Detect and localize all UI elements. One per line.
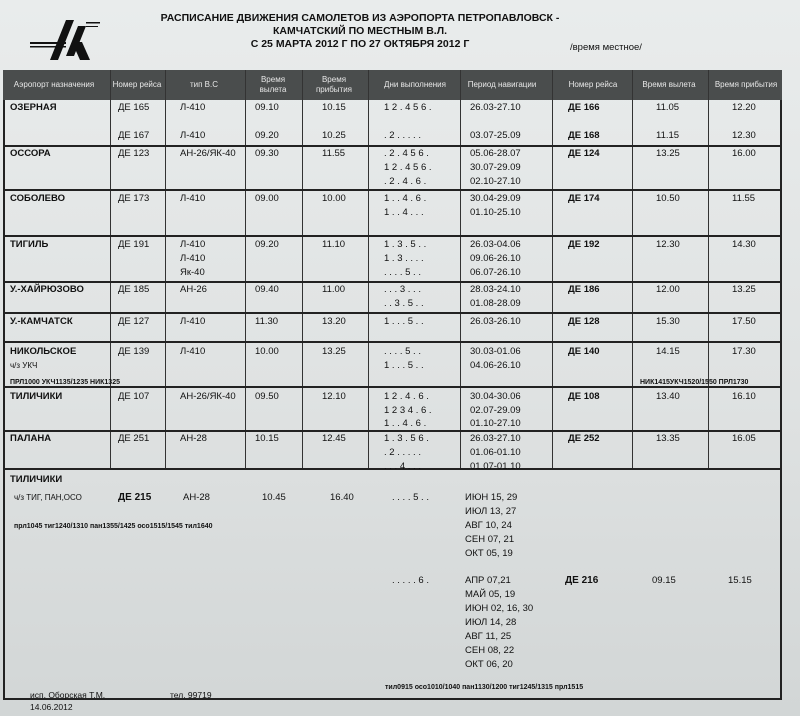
return-arrival-time: 12.30 (732, 130, 756, 141)
return-departure-time: 14.15 (656, 346, 680, 357)
aircraft-type: АН-28 (183, 492, 210, 503)
col-days: Дни выполнения (384, 80, 446, 89)
col-divider (245, 70, 246, 468)
aircraft-type: АН-26/ЯК-40 (180, 148, 236, 159)
aircraft-type: Л-410 (180, 253, 206, 264)
operating-days: 1 . 3 . . . . (384, 253, 424, 264)
departure-time: 09.50 (255, 391, 279, 402)
col-divider (110, 70, 111, 468)
aircraft-type: Як-40 (180, 267, 205, 278)
arrival-time: 10.15 (322, 102, 346, 113)
title-line-2: КАМЧАТСКИЙ ПО МЕСТНЫМ В.Л. (272, 25, 448, 37)
operating-date: ИЮЛ 13, 27 (465, 506, 517, 517)
arrival-time: 11.55 (322, 148, 346, 159)
operating-date: ИЮН 15, 29 (465, 492, 518, 503)
operating-days: 1 . 3 . 5 . . (384, 239, 427, 250)
title-line-3: С 25 МАРТА 2012 Г ПО 27 ОКТЯБРЯ 2012 Г (250, 38, 470, 50)
navigation-period: 26.03-26.10 (470, 316, 521, 327)
col-destination: Аэропорт назначения (13, 80, 95, 89)
return-flight-number: ДЕ 192 (568, 239, 600, 250)
departure-time: 10.45 (262, 492, 286, 503)
aircraft-type: Л-410 (180, 316, 206, 327)
col-divider (165, 70, 166, 468)
navigation-period: 26.03-04.06 (470, 239, 521, 250)
operating-days: 1 2 . 4 . 6 . (384, 391, 429, 402)
arrival-time: 12.45 (322, 433, 346, 444)
destination-name: ОЗЕРНАЯ (10, 102, 57, 113)
operating-days: . . . 3 . . . (384, 284, 421, 295)
return-arrival-time: 16.05 (732, 433, 756, 444)
return-arrival-time: 17.50 (732, 316, 756, 327)
row-divider (5, 312, 782, 314)
return-arrival-time: 15.15 (728, 575, 752, 586)
col-flight: Номер рейса (112, 80, 162, 89)
navigation-period: 05.06-28.07 (470, 148, 521, 159)
operating-days: 1 2 . 4 5 6 . (384, 102, 432, 113)
row-divider (5, 189, 782, 191)
row-divider (5, 281, 782, 283)
operating-date: АВГ 10, 24 (465, 520, 512, 531)
issue-date: 14.06.2012 (30, 702, 73, 712)
navigation-period: 30.04-30.06 (470, 391, 521, 402)
col-divider (460, 70, 461, 468)
operating-days: . 2 . 4 5 6 . (384, 148, 429, 159)
destination-name: СОБОЛЕВО (10, 193, 66, 204)
arrival-time: 12.10 (322, 391, 346, 402)
return-flight-number: ДЕ 186 (568, 284, 600, 295)
airline-logo-icon (28, 12, 108, 68)
destination-name: ТИЛИЧИКИ (10, 474, 63, 485)
operating-days: . . 3 . 5 . . (384, 298, 424, 309)
navigation-period: 01.10-25.10 (470, 207, 521, 218)
aircraft-type: АН-26/ЯК-40 (180, 391, 236, 402)
departure-time: 10.15 (255, 433, 279, 444)
return-date: ОКТ 06, 20 (465, 659, 513, 670)
operating-days: 1 . . . 5 . . (384, 316, 424, 327)
navigation-period: 03.07-25.09 (470, 130, 521, 141)
return-arrival-time: 16.00 (732, 148, 756, 159)
return-arrival-time: 13.25 (732, 284, 756, 295)
arrival-time: 10.00 (322, 193, 346, 204)
navigation-period: 28.03-24.10 (470, 284, 521, 295)
navigation-period: 04.06-26.10 (470, 360, 521, 371)
departure-time: 09.40 (255, 284, 279, 295)
flight-number: ДЕ 167 (118, 130, 150, 141)
return-flight-number: ДЕ 140 (568, 346, 600, 357)
operating-days: 1 . . 4 . 6 . (384, 418, 427, 429)
flight-number: ДЕ 127 (118, 316, 150, 327)
return-departure-time: 11.05 (656, 102, 680, 113)
return-arrival-time: 16.10 (732, 391, 756, 402)
operating-days: 1 . . 4 . . . (384, 207, 424, 218)
return-flight-number: ДЕ 166 (568, 102, 600, 113)
operating-days: 1 . 3 . 5 6 . (384, 433, 429, 444)
arrival-time: 10.25 (322, 130, 346, 141)
aircraft-type: Л-410 (180, 130, 206, 141)
navigation-period: 01.10-27.10 (470, 418, 521, 429)
flight-number: ДЕ 107 (118, 391, 150, 402)
departure-time: 10.00 (255, 346, 279, 357)
title-line-1: РАСПИСАНИЕ ДВИЖЕНИЯ САМОЛЕТОВ ИЗ АЭРОПОРТА ПЕТРОПАВЛОВСК - (160, 12, 560, 24)
departure-time: 09.20 (255, 239, 279, 250)
return-arrival-time: 17.30 (732, 346, 756, 357)
navigation-period: 01.06-01.10 (470, 447, 521, 458)
col-divider (632, 70, 633, 468)
return-date: АВГ 11, 25 (465, 631, 512, 642)
navigation-period: 30.04-29.09 (470, 193, 521, 204)
return-flight-number: ДЕ 174 (568, 193, 600, 204)
col-aircraft: тип В.С (189, 80, 219, 89)
destination-name: У.-ХАЙРЮЗОВО (10, 284, 84, 295)
aircraft-type: АН-26 (180, 284, 207, 295)
return-arrival-time: 14.30 (732, 239, 756, 250)
departure-time: 09.10 (255, 102, 279, 113)
flight-number: ДЕ 185 (118, 284, 150, 295)
navigation-period: 26.03-27.10 (470, 102, 521, 113)
destination-name: ПАЛАНА (10, 433, 52, 444)
return-arrival-time: 12.20 (732, 102, 756, 113)
phone: тел. 99719 (170, 690, 212, 700)
row-divider (5, 235, 782, 237)
operating-days: . 2 . . . . . (384, 130, 421, 141)
flight-number: ДЕ 191 (118, 239, 150, 250)
navigation-period: 09.06-26.10 (470, 253, 521, 264)
aircraft-type: Л-410 (180, 102, 206, 113)
operating-days: . 2 . 4 . 6 . (384, 176, 427, 187)
operating-days: 1 . . 4 . 6 . (384, 193, 427, 204)
return-flight-number: ДЕ 168 (568, 130, 600, 141)
col-arrival: Время прибытия (315, 75, 353, 94)
return-date: МАЙ 05, 19 (465, 589, 516, 600)
return-departure-time: 11.15 (656, 130, 680, 141)
destination-name: У.-КАМЧАТСК (10, 316, 73, 327)
flight-number: ДЕ 251 (118, 433, 150, 444)
return-arrival-time: 11.55 (732, 193, 756, 204)
operating-days: . 2 . . . . . (384, 447, 421, 458)
return-departure-time: 09.15 (652, 575, 676, 586)
operating-days: 1 2 . 4 5 6 . (384, 162, 432, 173)
departure-time: 11.30 (255, 316, 279, 327)
flight-number: ДЕ 165 (118, 102, 150, 113)
return-departure-time: 15.30 (656, 316, 680, 327)
operating-date: ОКТ 05, 19 (465, 548, 513, 559)
route-note: ПРЛ1000 УКЧ1135/1235 НИК1325 (10, 379, 120, 386)
row-divider (5, 145, 782, 147)
destination-name: ОССОРА (10, 148, 51, 159)
return-flight-number: ДЕ 128 (568, 316, 600, 327)
departure-time: 09.20 (255, 130, 279, 141)
via-note: ч/з ТИГ, ПАН,ОСО (14, 493, 82, 502)
navigation-period: 30.07-29.09 (470, 162, 521, 173)
return-departure-time: 13.40 (656, 391, 680, 402)
destination-name: ч/з УКЧ (10, 361, 38, 370)
destination-name: ТИЛИЧИКИ (10, 391, 63, 402)
return-flight-number: ДЕ 216 (565, 575, 599, 586)
flight-number: ДЕ 173 (118, 193, 150, 204)
arrival-time: 13.25 (322, 346, 346, 357)
aircraft-type: АН-28 (180, 433, 207, 444)
col-return-departure: Время вылета (642, 80, 696, 89)
navigation-period: 02.10-27.10 (470, 176, 521, 187)
arrival-time: 13.20 (322, 316, 346, 327)
col-divider (302, 70, 303, 468)
schedule-title (140, 12, 580, 51)
return-date: СЕН 08, 22 (465, 645, 515, 656)
destination-name: НИКОЛЬСКОЕ (10, 346, 77, 357)
return-flight-number: ДЕ 108 (568, 391, 600, 402)
operating-days: . . . . 5 . . (384, 346, 421, 357)
arrival-time: 11.00 (322, 284, 346, 295)
return-departure-time: 13.35 (656, 433, 680, 444)
row-divider (5, 341, 782, 343)
operating-days: . . . . 5 . . (392, 492, 429, 503)
departure-time: 09.00 (255, 193, 279, 204)
flight-number: ДЕ 123 (118, 148, 150, 159)
operating-days: . . . . 5 . . (384, 267, 421, 278)
col-return-flight: Номер рейса (568, 80, 618, 89)
flight-number: ДЕ 215 (118, 492, 152, 503)
return-flight-number: ДЕ 124 (568, 148, 600, 159)
row-divider (5, 430, 782, 432)
navigation-period: 01.08-28.09 (470, 298, 521, 309)
return-departure-time: 12.30 (656, 239, 680, 250)
return-departure-time: 13.25 (656, 148, 680, 159)
return-departure-time: 10.50 (656, 193, 680, 204)
return-date: АПР 07,21 (465, 575, 511, 586)
operating-days: 1 2 3 4 . 6 . (384, 405, 432, 416)
route-note: НИК1415УКЧ1520/1550 ПРЛ1730 (640, 379, 749, 386)
navigation-period: 01.07-01.10 (470, 461, 521, 472)
operating-days: 1 . . . 5 . . (384, 360, 424, 371)
col-divider (552, 70, 553, 468)
aircraft-type: Л-410 (180, 193, 206, 204)
return-departure-time: 12.00 (656, 284, 680, 295)
author: исп. Оборская Т.М. (30, 690, 106, 700)
return-flight-number: ДЕ 252 (568, 433, 600, 444)
col-divider (708, 70, 709, 468)
arrival-time: 11.10 (322, 239, 346, 250)
destination-name: ТИГИЛЬ (10, 239, 49, 250)
col-divider (368, 70, 369, 468)
return-date: ИЮН 02, 16, 30 (465, 603, 534, 614)
flight-number: ДЕ 139 (118, 346, 150, 357)
operating-date: СЕН 07, 21 (465, 534, 515, 545)
operating-days: . . . 4 . . . (384, 461, 421, 472)
route-note: прл1045 тиг1240/1310 пан1355/1425 осо1515/1545 тил1640 (14, 523, 213, 530)
col-period: Период навигации (467, 80, 537, 89)
return-date: ИЮЛ 14, 28 (465, 617, 517, 628)
departure-time: 09.30 (255, 148, 279, 159)
aircraft-type: Л-410 (180, 239, 206, 250)
navigation-period: 30.03-01.06 (470, 346, 521, 357)
aircraft-type: Л-410 (180, 346, 206, 357)
local-time-note: /время местное/ (570, 42, 642, 53)
navigation-period: 26.03-27.10 (470, 433, 521, 444)
operating-days: . . . . . 6 . (392, 575, 429, 586)
navigation-period: 02.07-29.09 (470, 405, 521, 416)
navigation-period: 06.07-26.10 (470, 267, 521, 278)
col-departure: Время вылета (259, 75, 287, 94)
col-return-arrival: Время прибытия (714, 80, 778, 89)
route-note: тил0915 осо1010/1040 пан1130/1200 тиг1245/1315 прл1515 (385, 684, 584, 691)
arrival-time: 16.40 (330, 492, 354, 503)
